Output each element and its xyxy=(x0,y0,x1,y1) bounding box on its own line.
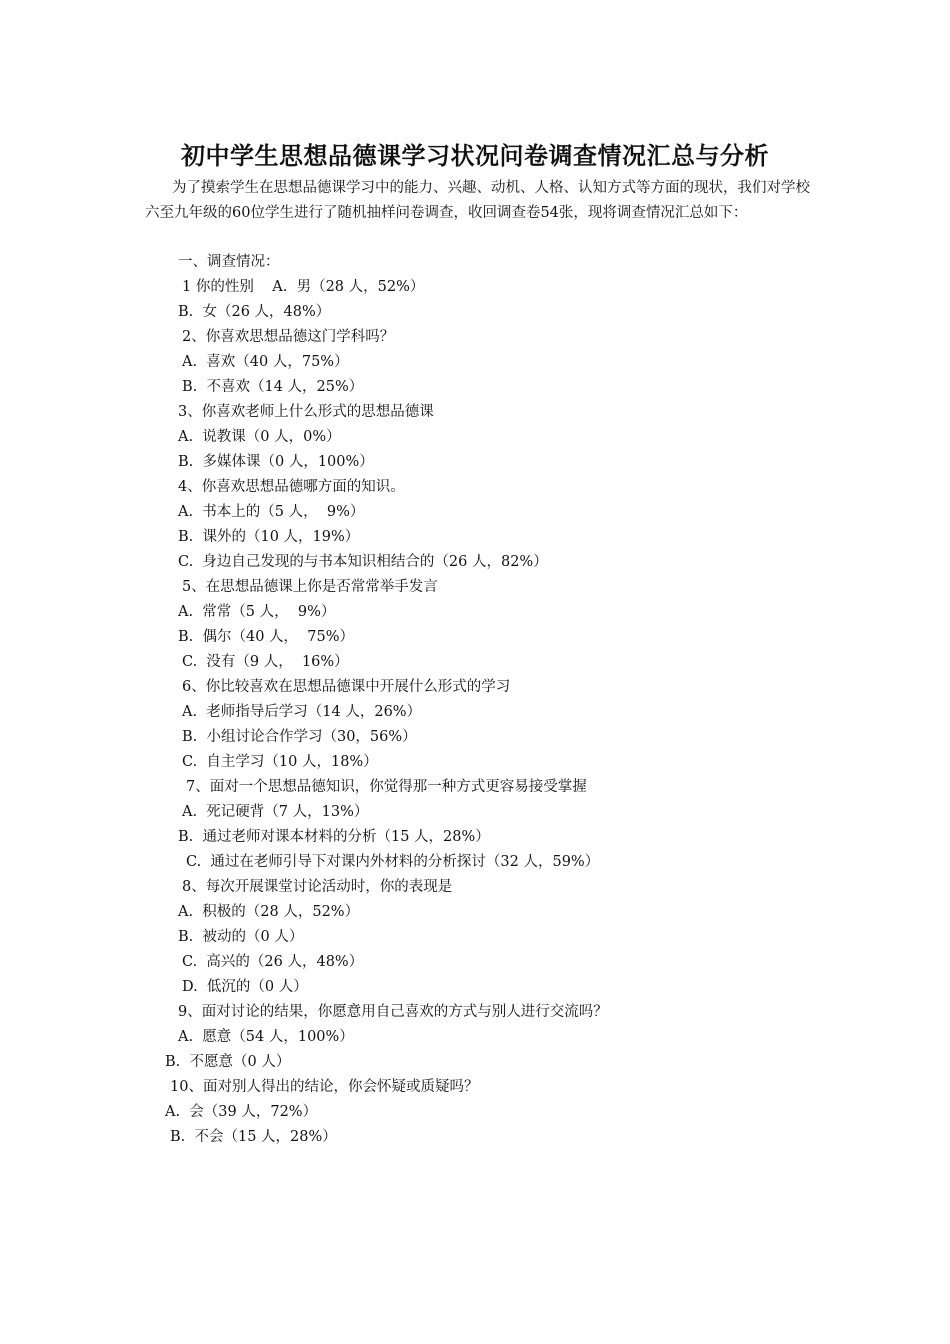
survey-line: B. 不会（15 人，28%） xyxy=(170,1129,337,1145)
survey-line: 1 你的性别 A. 男（28 人，52%） xyxy=(182,279,425,295)
intro-paragraph: 为了摸索学生在思想品德课学习中的能力、兴趣、动机、人格、认知方式等方面的现状，我们对学校六至九年级的60位学生进行了随机抽样问卷调查，收回调查卷54张，现将调查情况汇总如下： xyxy=(145,180,810,221)
survey-line: 7、面对一个思想品德知识，你觉得那一种方式更容易接受掌握 xyxy=(186,779,587,795)
survey-line: A. 死记硬背（7 人，13%） xyxy=(182,804,369,820)
survey-line: A. 老师指导后学习（14 人，26%） xyxy=(182,704,422,720)
survey-line: B. 课外的（10 人，19%） xyxy=(178,529,360,545)
survey-line: B. 女（26 人，48%） xyxy=(178,304,331,320)
survey-line: C. 通过在老师引导下对课内外材料的分析探讨（32 人，59%） xyxy=(186,854,600,870)
survey-line: 9、面对讨论的结果，你愿意用自己喜欢的方式与别人进行交流吗？ xyxy=(178,1004,608,1020)
survey-line: C. 高兴的（26 人，48%） xyxy=(182,954,364,970)
survey-line: B. 不喜欢（14 人，25%） xyxy=(182,379,364,395)
survey-line: C. 没有（9 人， 16%） xyxy=(182,654,349,670)
survey-line: D. 低沉的（0 人） xyxy=(182,979,308,995)
survey-line: B. 被动的（0 人） xyxy=(178,929,304,945)
document-title: 初中学生思想品德课学习状况问卷调查情况汇总与分析 xyxy=(181,141,769,170)
survey-line: A. 常常（5 人， 9%） xyxy=(178,604,336,620)
survey-line: B. 多媒体课（0 人，100%） xyxy=(178,454,374,470)
survey-line: 4、你喜欢思想品德哪方面的知识。 xyxy=(178,479,405,495)
section-heading: 一、调查情况： xyxy=(178,254,280,270)
survey-line: 5、在思想品德课上你是否常常举手发言 xyxy=(182,579,438,595)
survey-line: B. 偶尔（40 人， 75%） xyxy=(178,629,354,645)
survey-line: 8、每次开展课堂讨论活动时，你的表现是 xyxy=(182,879,453,895)
survey-line: A. 会（39 人，72%） xyxy=(165,1104,318,1120)
survey-line: A. 说教课（0 人，0%） xyxy=(178,429,341,445)
survey-line: C. 身边自己发现的与书本知识相结合的（26 人，82%） xyxy=(178,554,548,570)
survey-line: 6、你比较喜欢在思想品德课中开展什么形式的学习 xyxy=(182,679,511,695)
survey-line: A. 愿意（54 人，100%） xyxy=(178,1029,354,1045)
survey-line: B. 通过老师对课本材料的分析（15 人，28%） xyxy=(178,829,490,845)
survey-line: C. 自主学习（10 人，18%） xyxy=(182,754,378,770)
survey-line: 3、你喜欢老师上什么形式的思想品德课 xyxy=(178,404,434,420)
survey-line: B. 不愿意（0 人） xyxy=(165,1054,291,1070)
survey-line: 2、你喜欢思想品德这门学科吗？ xyxy=(182,329,395,345)
survey-line: A. 喜欢（40 人，75%） xyxy=(182,354,349,370)
survey-line: A. 书本上的（5 人， 9%） xyxy=(178,504,365,520)
survey-line: A. 积极的（28 人，52%） xyxy=(178,904,360,920)
survey-line: 10、面对别人得出的结论，你会怀疑或质疑吗？ xyxy=(170,1079,479,1095)
survey-line: B. 小组讨论合作学习（30，56%） xyxy=(182,729,417,745)
